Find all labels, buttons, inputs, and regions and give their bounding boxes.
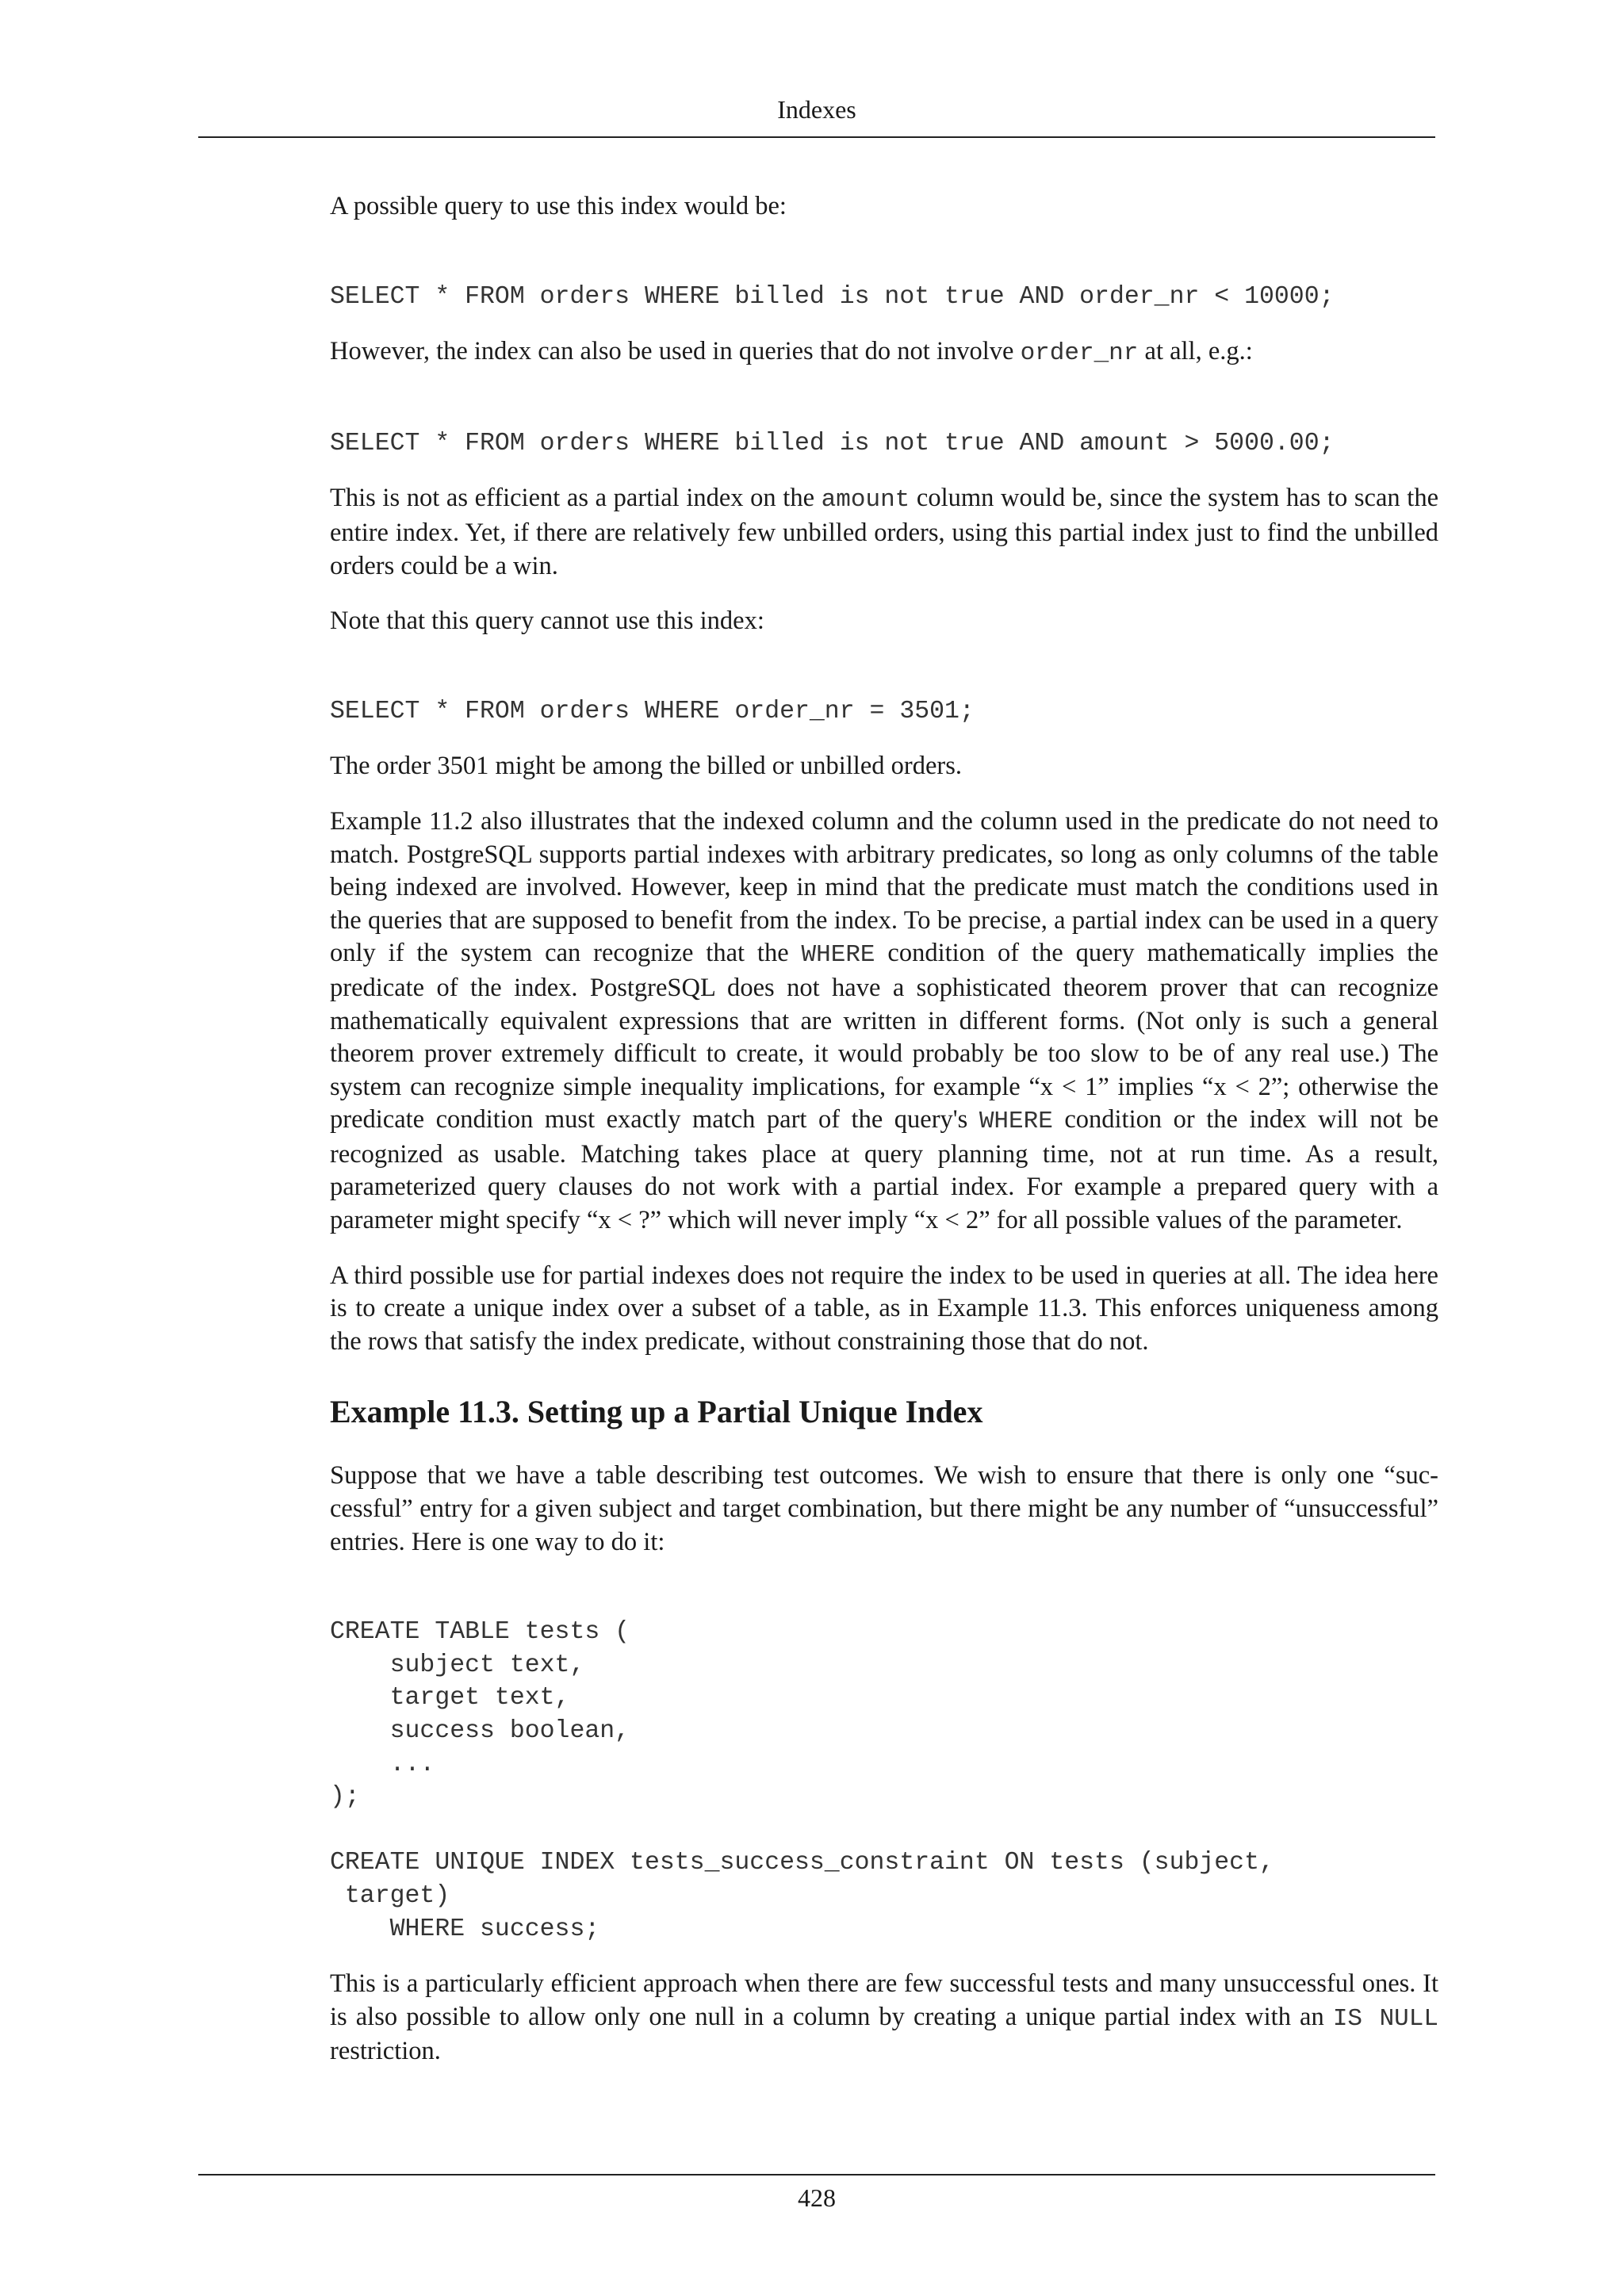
paragraph-intro: A possible query to use this index would be: [330, 192, 787, 220]
text: This is not as efficient as a partial index on the [330, 484, 822, 513]
paragraph-other-queries [330, 335, 1438, 370]
text: at all, e.g.: [1138, 337, 1253, 366]
paragraph-cannot-use: Note that this query cannot use this index: [330, 607, 764, 636]
page-content [330, 190, 1438, 2091]
page-number: 428 [798, 2183, 836, 2212]
code-block-query-3: SELECT * FROM orders WHERE order_nr = 3501; [330, 697, 975, 725]
text: Example 11.2 also illustrates that the indexed column and the column used in the predicate do not need to match. PostgreSQL supports partial indexes with arbitrary predicates, so long as only columns of the table being indexed are involved. However, keep in mind that the predicate must match the conditions used in the queries that are supposed to benefit from the index. To be precise, a partial index can be used in a query only if the system can recognize that the [330, 806, 1438, 968]
running-header: Indexes [777, 95, 856, 124]
paragraph-efficient-approach [330, 1968, 1438, 2068]
paragraph-efficiency [330, 482, 1438, 583]
text: condition of the query mathematically implies the predicate of the index. PostgreSQL does not have a sophisticated theorem prover that can recognize mathematically equivalent expressions that are written in different forms. (Not only is such a general theorem prover extremely difficult to create, it would probably be too slow to be of any real use.) The system can recognize simple inequality implications, for example “x < 1” implies “x < 2”; otherwise the predicate condition must exactly match part of the query's [330, 939, 1438, 1135]
footer-rule [198, 2174, 1435, 2175]
paragraph-third-use: A third possible use for partial indexes does not require the index to be used in queries at all. The idea here is to create a unique index over a subset of a table, as in Example 11.3. This enforces uniqueness among the rows that satisfy the index predicate, without constraining those that do not. [330, 1261, 1438, 1356]
text: This is a particularly efficient approach when there are few successful tests and many unsuccessful ones. It is also possible to allow only one null in a column by creating a unique partial index with an [330, 1969, 1438, 2031]
header-rule [198, 136, 1435, 138]
inline-code-is-null: IS NULL [1332, 2004, 1438, 2033]
paragraph-order-3501: The order 3501 might be among the billed or unbilled orders. [330, 752, 962, 781]
code-block-create-table: CREATE TABLE tests ( subject text, target text, success boolean, ... ); CREATE UNIQUE INDEX tests_success_constraint ON tests (subject, target) WHERE success; [330, 1618, 1274, 1943]
code-block-query-2: SELECT * FROM orders WHERE billed is not true AND amount > 5000.00; [330, 429, 1335, 457]
inline-code-amount: amount [821, 486, 910, 515]
text: restriction. [330, 2037, 441, 2066]
code-block-query-1: SELECT * FROM orders WHERE billed is not true AND order_nr < 10000; [330, 282, 1335, 311]
example-heading: Example 11.3. Setting up a Partial Unique Index [330, 1394, 983, 1430]
paragraph-example-intro: Suppose that we have a table describing test outcomes. We wish to ensure that there is only one “successful” entry for a given subject and target combination, but there might be any number of “unsuccessful” entries. Here is one way to do it: [330, 1461, 1438, 1556]
inline-code-where: WHERE [979, 1108, 1053, 1136]
paragraph-predicate-matching [330, 806, 1438, 1238]
inline-code-where: WHERE [801, 941, 875, 970]
inline-code-order-nr: order_nr [1020, 339, 1139, 368]
text: condition or the index will not be recognized as usable. Matching takes place at query planning time, not at run time. As a result, parameterized query clauses do not work with a partial index. For example a prepared query with a parameter might specify “x < ?” which will never imply “x < 2” for all possible values of the parameter. [330, 1105, 1438, 1235]
text: column would be, since the system has to scan the entire index. Yet, if there are relatively few unbilled orders, using this partial index just to find the unbilled orders could be a win. [330, 484, 1438, 580]
text: However, the index can also be used in queries that do not involve [330, 337, 1021, 366]
